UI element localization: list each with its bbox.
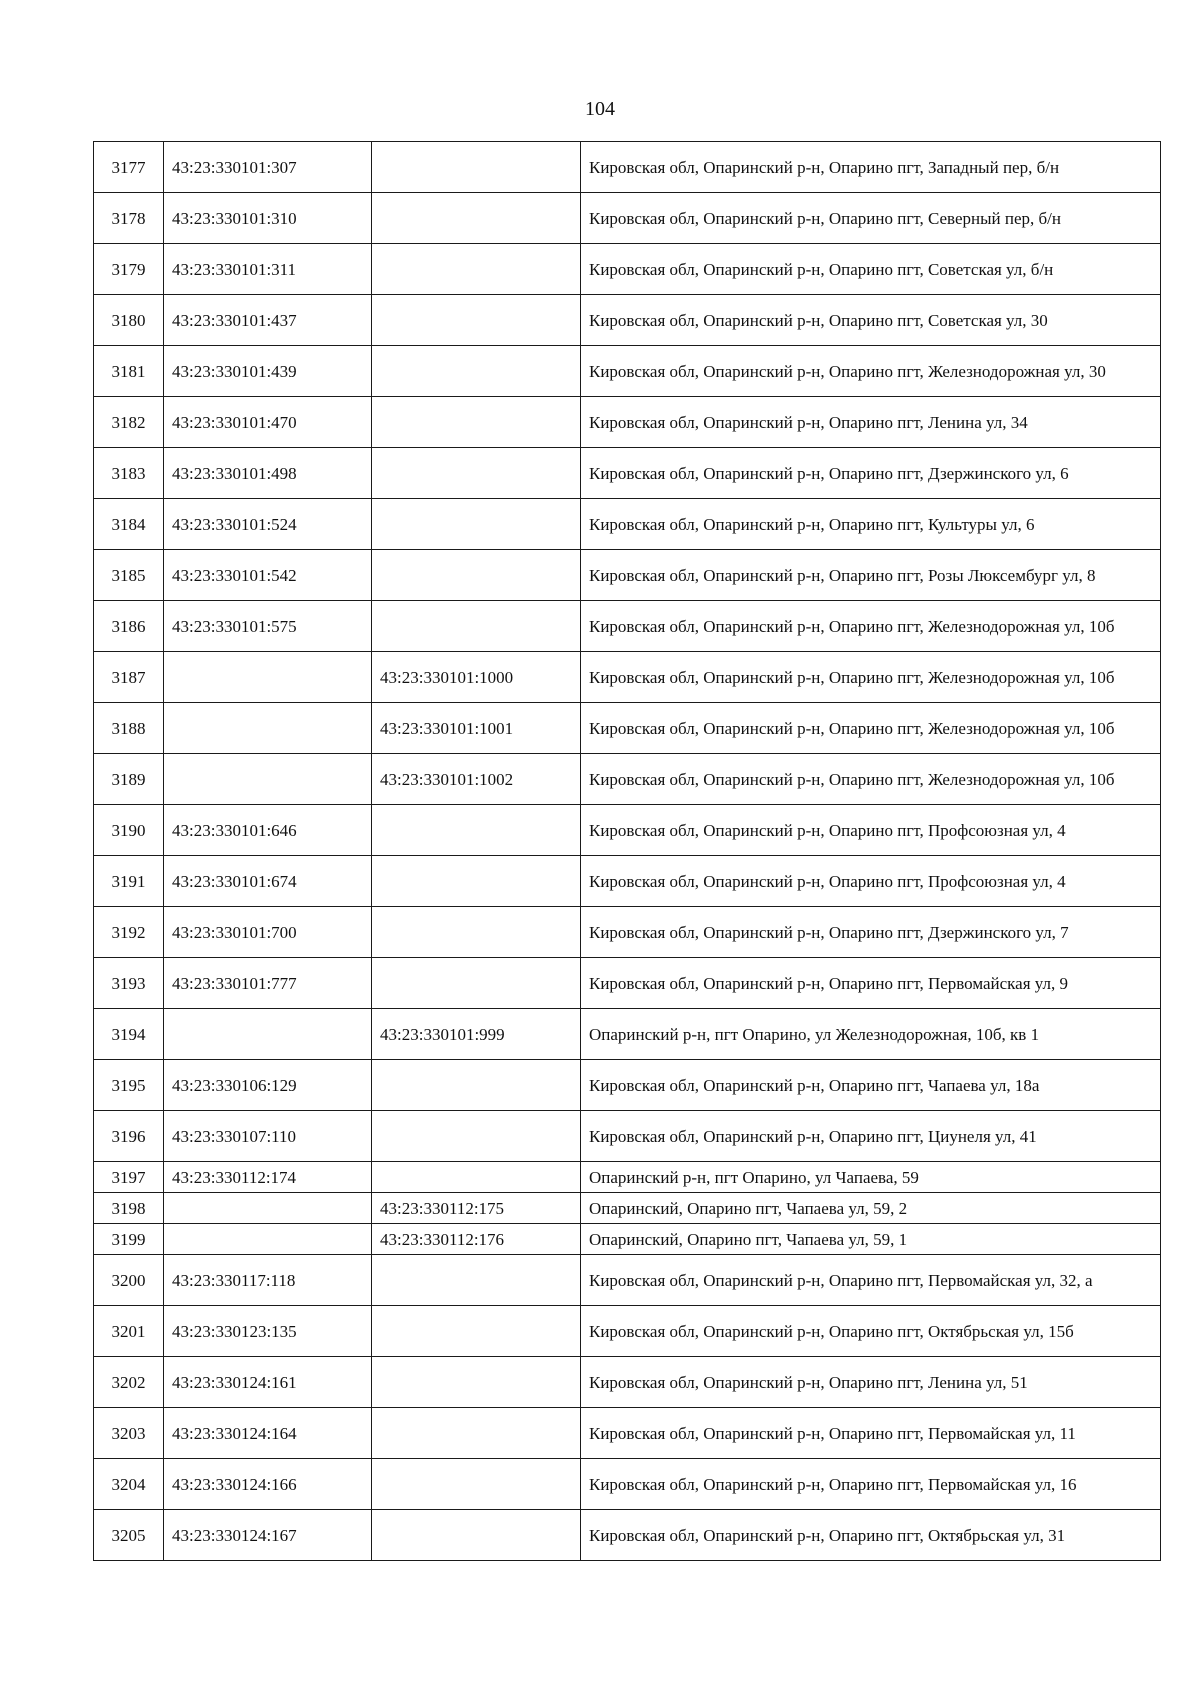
table-row [94, 1306, 1161, 1357]
table-row [94, 295, 1161, 346]
row-number: 3184 [94, 499, 164, 550]
table-row [94, 142, 1161, 193]
row-number: 3191 [94, 856, 164, 907]
row-number: 3196 [94, 1111, 164, 1162]
cadastral-number-building [372, 397, 581, 448]
cadastral-number-land: 43:23:330101:674 [164, 856, 372, 907]
table-row [94, 1060, 1161, 1111]
cadastral-number-land: 43:23:330101:700 [164, 907, 372, 958]
cadastral-number-building: 43:23:330112:175 [372, 1193, 581, 1224]
cadastral-number-land: 43:23:330112:174 [164, 1162, 372, 1193]
address: Кировская обл, Опаринский р-н, Опарино пгт, Октябрьская ул, 31 [581, 1510, 1161, 1561]
table-row [94, 448, 1161, 499]
row-number: 3189 [94, 754, 164, 805]
address: Кировская обл, Опаринский р-н, Опарино пгт, Культуры ул, 6 [581, 499, 1161, 550]
row-number: 3203 [94, 1408, 164, 1459]
cadastral-number-land: 43:23:330124:164 [164, 1408, 372, 1459]
table-row [94, 244, 1161, 295]
address: Кировская обл, Опаринский р-н, Опарино пгт, Розы Люксембург ул, 8 [581, 550, 1161, 601]
row-number: 3205 [94, 1510, 164, 1561]
table-row [94, 1009, 1161, 1060]
cadastral-number-land: 43:23:330101:310 [164, 193, 372, 244]
address: Кировская обл, Опаринский р-н, Опарино пгт, Первомайская ул, 16 [581, 1459, 1161, 1510]
cadastral-number-building [372, 1162, 581, 1193]
row-number: 3185 [94, 550, 164, 601]
table-row [94, 1459, 1161, 1510]
address: Кировская обл, Опаринский р-н, Опарино пгт, Советская ул, 30 [581, 295, 1161, 346]
table-row [94, 397, 1161, 448]
cadastral-number-land [164, 1009, 372, 1060]
address: Кировская обл, Опаринский р-н, Опарино пгт, Профсоюзная ул, 4 [581, 856, 1161, 907]
cadastral-number-land: 43:23:330101:439 [164, 346, 372, 397]
cadastral-number-building [372, 550, 581, 601]
address: Кировская обл, Опаринский р-н, Опарино пгт, Циунеля ул, 41 [581, 1111, 1161, 1162]
table-row [94, 652, 1161, 703]
row-number: 3188 [94, 703, 164, 754]
row-number: 3200 [94, 1255, 164, 1306]
table-row [94, 1510, 1161, 1561]
address: Кировская обл, Опаринский р-н, Опарино пгт, Северный пер, б/н [581, 193, 1161, 244]
registry-table [93, 141, 1161, 1561]
table-row [94, 1162, 1161, 1193]
cadastral-number-building [372, 142, 581, 193]
address: Кировская обл, Опаринский р-н, Опарино пгт, Дзержинского ул, 6 [581, 448, 1161, 499]
cadastral-number-building [372, 1306, 581, 1357]
cadastral-number-building [372, 499, 581, 550]
cadastral-number-building [372, 958, 581, 1009]
cadastral-number-land: 43:23:330124:161 [164, 1357, 372, 1408]
cadastral-number-building: 43:23:330101:1001 [372, 703, 581, 754]
row-number: 3183 [94, 448, 164, 499]
address: Кировская обл, Опаринский р-н, Опарино пгт, Первомайская ул, 11 [581, 1408, 1161, 1459]
row-number: 3187 [94, 652, 164, 703]
table-row [94, 907, 1161, 958]
row-number: 3199 [94, 1224, 164, 1255]
table-row [94, 1357, 1161, 1408]
cadastral-number-land: 43:23:330101:542 [164, 550, 372, 601]
table-row [94, 754, 1161, 805]
cadastral-number-building: 43:23:330101:999 [372, 1009, 581, 1060]
cadastral-number-building [372, 1255, 581, 1306]
address: Кировская обл, Опаринский р-н, Опарино пгт, Ленина ул, 34 [581, 397, 1161, 448]
table-row [94, 550, 1161, 601]
address: Кировская обл, Опаринский р-н, Опарино пгт, Первомайская ул, 32, а [581, 1255, 1161, 1306]
row-number: 3202 [94, 1357, 164, 1408]
row-number: 3190 [94, 805, 164, 856]
cadastral-number-land: 43:23:330124:167 [164, 1510, 372, 1561]
row-number: 3193 [94, 958, 164, 1009]
row-number: 3182 [94, 397, 164, 448]
address: Кировская обл, Опаринский р-н, Опарино пгт, Октябрьская ул, 15б [581, 1306, 1161, 1357]
table-row [94, 703, 1161, 754]
row-number: 3192 [94, 907, 164, 958]
table-row [94, 193, 1161, 244]
address: Кировская обл, Опаринский р-н, Опарино пгт, Советская ул, б/н [581, 244, 1161, 295]
table-row [94, 1224, 1161, 1255]
address: Кировская обл, Опаринский р-н, Опарино пгт, Железнодорожная ул, 10б [581, 601, 1161, 652]
cadastral-number-land [164, 703, 372, 754]
cadastral-number-building [372, 346, 581, 397]
row-number: 3181 [94, 346, 164, 397]
table-row [94, 958, 1161, 1009]
page-number: 104 [585, 98, 615, 120]
cadastral-number-land [164, 754, 372, 805]
cadastral-number-building [372, 1357, 581, 1408]
row-number: 3198 [94, 1193, 164, 1224]
row-number: 3201 [94, 1306, 164, 1357]
cadastral-number-land: 43:23:330123:135 [164, 1306, 372, 1357]
address: Опаринский, Опарино пгт, Чапаева ул, 59, 1 [581, 1224, 1161, 1255]
table-row [94, 346, 1161, 397]
address: Кировская обл, Опаринский р-н, Опарино пгт, Железнодорожная ул, 30 [581, 346, 1161, 397]
registry-body [94, 142, 1161, 1561]
cadastral-number-land: 43:23:330101:498 [164, 448, 372, 499]
address: Кировская обл, Опаринский р-н, Опарино пгт, Железнодорожная ул, 10б [581, 703, 1161, 754]
cadastral-number-building [372, 448, 581, 499]
address: Кировская обл, Опаринский р-н, Опарино пгт, Чапаева ул, 18а [581, 1060, 1161, 1111]
cadastral-number-land: 43:23:330101:575 [164, 601, 372, 652]
table-row [94, 1111, 1161, 1162]
table-row [94, 1193, 1161, 1224]
cadastral-number-building [372, 295, 581, 346]
cadastral-number-building [372, 1459, 581, 1510]
cadastral-number-land: 43:23:330107:110 [164, 1111, 372, 1162]
table-row [94, 601, 1161, 652]
cadastral-number-building: 43:23:330112:176 [372, 1224, 581, 1255]
cadastral-number-land: 43:23:330117:118 [164, 1255, 372, 1306]
address: Опаринский, Опарино пгт, Чапаева ул, 59, 2 [581, 1193, 1161, 1224]
cadastral-number-land: 43:23:330101:311 [164, 244, 372, 295]
address: Кировская обл, Опаринский р-н, Опарино пгт, Дзержинского ул, 7 [581, 907, 1161, 958]
cadastral-number-building [372, 193, 581, 244]
address: Опаринский р-н, пгт Опарино, ул Чапаева, 59 [581, 1162, 1161, 1193]
table-row [94, 499, 1161, 550]
cadastral-number-building [372, 1510, 581, 1561]
cadastral-number-building [372, 856, 581, 907]
row-number: 3197 [94, 1162, 164, 1193]
address: Кировская обл, Опаринский р-н, Опарино пгт, Железнодорожная ул, 10б [581, 754, 1161, 805]
cadastral-number-building [372, 907, 581, 958]
cadastral-number-land [164, 1224, 372, 1255]
address: Кировская обл, Опаринский р-н, Опарино пгт, Железнодорожная ул, 10б [581, 652, 1161, 703]
table-row [94, 856, 1161, 907]
cadastral-number-land [164, 652, 372, 703]
row-number: 3180 [94, 295, 164, 346]
cadastral-number-land: 43:23:330101:777 [164, 958, 372, 1009]
table-row [94, 1255, 1161, 1306]
row-number: 3204 [94, 1459, 164, 1510]
address: Кировская обл, Опаринский р-н, Опарино пгт, Ленина ул, 51 [581, 1357, 1161, 1408]
table-row [94, 805, 1161, 856]
cadastral-number-land: 43:23:330101:437 [164, 295, 372, 346]
cadastral-number-building: 43:23:330101:1000 [372, 652, 581, 703]
cadastral-number-building [372, 1060, 581, 1111]
cadastral-number-land: 43:23:330101:646 [164, 805, 372, 856]
cadastral-number-building [372, 805, 581, 856]
address: Кировская обл, Опаринский р-н, Опарино пгт, Профсоюзная ул, 4 [581, 805, 1161, 856]
cadastral-number-land: 43:23:330106:129 [164, 1060, 372, 1111]
cadastral-number-building [372, 244, 581, 295]
row-number: 3195 [94, 1060, 164, 1111]
table-row [94, 1408, 1161, 1459]
row-number: 3186 [94, 601, 164, 652]
row-number: 3178 [94, 193, 164, 244]
address: Кировская обл, Опаринский р-н, Опарино пгт, Первомайская ул, 9 [581, 958, 1161, 1009]
row-number: 3194 [94, 1009, 164, 1060]
row-number: 3179 [94, 244, 164, 295]
cadastral-number-land [164, 1193, 372, 1224]
cadastral-number-land: 43:23:330101:470 [164, 397, 372, 448]
cadastral-number-building [372, 601, 581, 652]
cadastral-number-building: 43:23:330101:1002 [372, 754, 581, 805]
row-number: 3177 [94, 142, 164, 193]
cadastral-number-land: 43:23:330101:524 [164, 499, 372, 550]
cadastral-number-land: 43:23:330101:307 [164, 142, 372, 193]
cadastral-number-building [372, 1408, 581, 1459]
cadastral-number-land: 43:23:330124:166 [164, 1459, 372, 1510]
address: Опаринский р-н, пгт Опарино, ул Железнодорожная, 10б, кв 1 [581, 1009, 1161, 1060]
address: Кировская обл, Опаринский р-н, Опарино пгт, Западный пер, б/н [581, 142, 1161, 193]
cadastral-number-building [372, 1111, 581, 1162]
